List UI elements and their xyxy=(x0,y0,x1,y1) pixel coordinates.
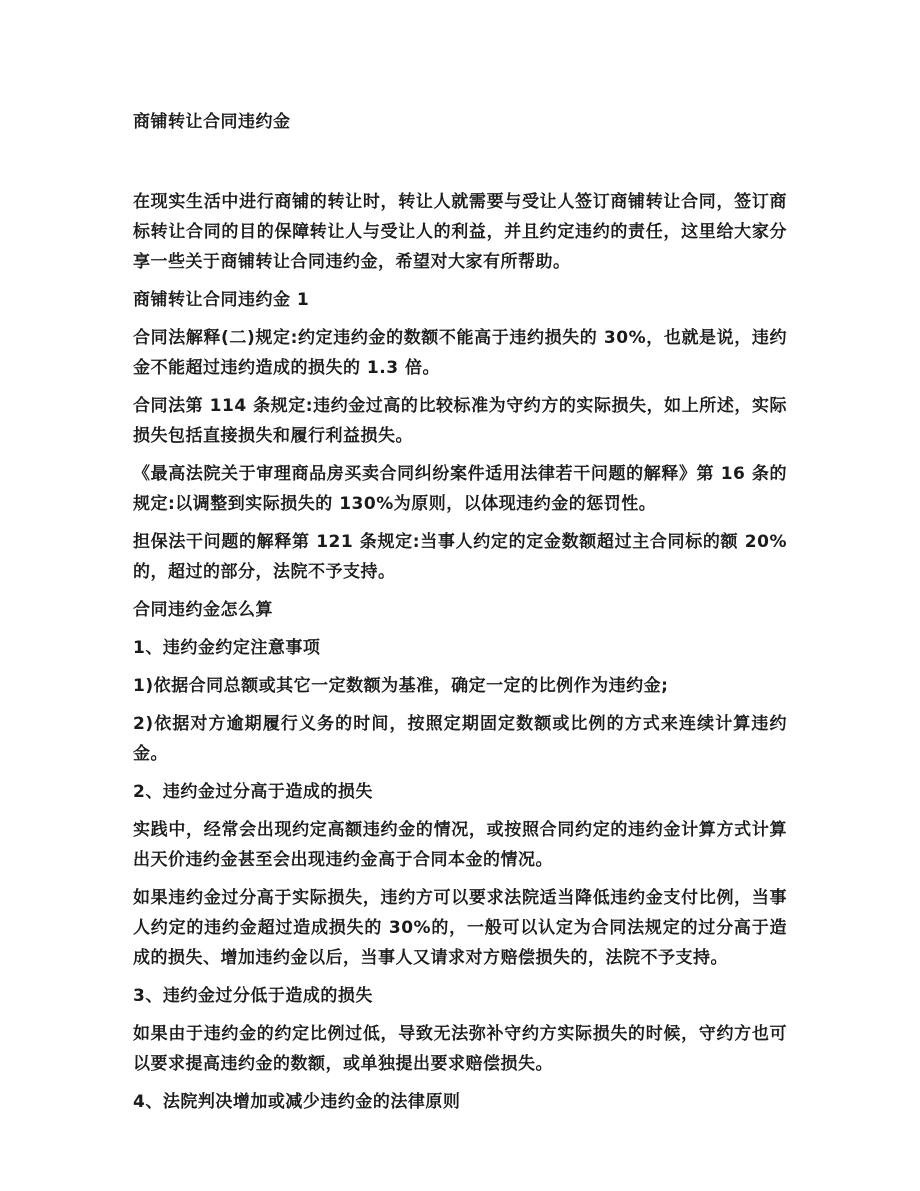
paragraph: 实践中，经常会出现约定高额违约金的情况，或按照合同约定的违约金计算方式计算出天价违约金甚至会出现违约金高于合同本金的情况。 xyxy=(133,820,787,870)
paragraph: 如果违约金过分高于实际损失，违约方可以要求法院适当降低违约金支付比例，当事人约定的违约金超过造成损失的 30%的，一般可以认定为合同法规定的过分高于造成的损失、增加违约金以后，当事人又请求对方赔偿损失的，法院不予支持。 xyxy=(133,888,787,968)
section-heading: 1、违约金约定注意事项 xyxy=(133,638,321,658)
paragraph: 合同法解释(二)规定:约定违约金的数额不能高于违约损失的 30%，也就是说，违约金不能超过违约造成的损失的 1.3 倍。 xyxy=(133,328,787,378)
paragraph: 担保法干问题的解释第 121 条规定:当事人约定的定金数额超过主合同标的额 20%的，超过的部分，法院不予支持。 xyxy=(133,532,787,582)
document-title: 商铺转让合同违约金 xyxy=(133,112,291,132)
paragraph: 2)依据对方逾期履行义务的时间，按照定期固定数额或比例的方式来连续计算违约金。 xyxy=(133,714,787,764)
paragraph: 如果由于违约金的约定比例过低，导致无法弥补守约方实际损失的时候，守约方也可以要求提高违约金的数额，或单独提出要求赔偿损失。 xyxy=(133,1024,787,1074)
section-heading: 4、法院判决增加或减少违约金的法律原则 xyxy=(133,1092,461,1112)
section-heading: 商铺转让合同违约金 1 xyxy=(133,290,310,310)
paragraph: 合同法第 114 条规定:违约金过高的比较标准为守约方的实际损失，如上所述，实际损失包括直接损失和履行利益损失。 xyxy=(133,396,787,446)
section-heading: 3、违约金过分低于造成的损失 xyxy=(133,986,373,1006)
section-heading: 2、违约金过分高于造成的损失 xyxy=(133,782,373,802)
paragraph: 《最高法院关于审理商品房买卖合同纠纷案件适用法律若干问题的解释》第 16 条的规定:以调整到实际损失的 130%为原则，以体现违约金的惩罚性。 xyxy=(133,464,787,514)
section-heading: 合同违约金怎么算 xyxy=(133,600,273,620)
paragraph: 1)依据合同总额或其它一定数额为基准，确定一定的比例作为违约金; xyxy=(133,676,669,696)
paragraph: 在现实生活中进行商铺的转让时，转让人就需要与受让人签订商铺转让合同，签订商标转让合同的目的保障转让人与受让人的利益，并且约定违约的责任，这里给大家分享一些关于商铺转让合同违约金，希望对大家有所帮助。 xyxy=(133,192,787,272)
document-body xyxy=(133,187,787,1117)
